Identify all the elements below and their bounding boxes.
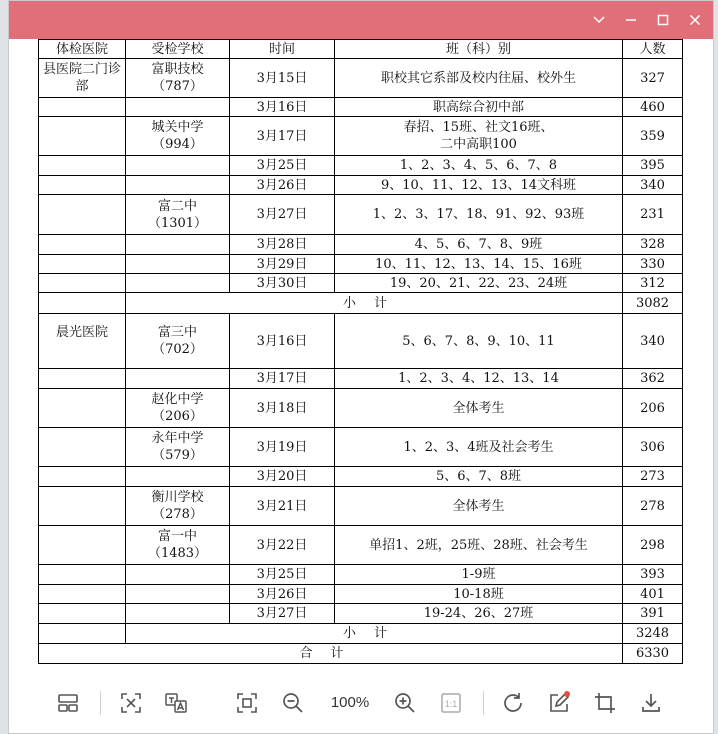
header-time: 时间: [230, 40, 335, 59]
hospital-cell: [39, 293, 126, 314]
hospital-name: 县医院二门诊部: [42, 62, 121, 94]
fit-width-button[interactable]: [115, 687, 147, 719]
school-cell: [126, 195, 230, 235]
image-viewer-window: [8, 0, 714, 734]
hospital-cell: [39, 117, 126, 156]
fit-width-icon: [119, 691, 143, 715]
subtotal-row: [39, 293, 683, 314]
school-cell: [126, 526, 230, 565]
zoom-in-button[interactable]: [389, 687, 421, 719]
hospital-cell: [39, 176, 126, 195]
table-row: [39, 428, 683, 467]
hospital-cell: [39, 195, 126, 235]
menu-dropdown-button[interactable]: [583, 1, 615, 39]
header-classes: 班（科）别: [335, 40, 623, 59]
count-cell: 312: [623, 274, 683, 293]
school-name: 富一中: [157, 529, 197, 544]
hospital-cell: [39, 565, 126, 585]
classes-cell: 1、2、3、4班及社会考生: [335, 428, 623, 467]
date-cell: 3月25日: [230, 565, 335, 585]
total-row: [39, 644, 683, 664]
crop-icon: [593, 691, 617, 715]
school-count: （787）: [152, 79, 203, 94]
close-icon: [689, 14, 701, 26]
school-cell: [126, 235, 230, 255]
background-window-edge-right: [714, 0, 718, 734]
actual-size-icon: [439, 691, 463, 715]
count-cell: 306: [623, 428, 683, 467]
date-cell: 3月25日: [230, 156, 335, 176]
notification-dot: [564, 691, 570, 697]
school-cell: [126, 604, 230, 624]
date-cell: 3月16日: [230, 98, 335, 117]
date-cell: 3月16日: [230, 314, 335, 369]
school-count: （278）: [152, 507, 203, 522]
classes-cell: 1、2、3、17、18、91、92、93班: [335, 195, 623, 235]
school-count: （1301）: [147, 215, 208, 231]
school-name: 衡川学校: [151, 490, 204, 505]
table-row: [39, 369, 683, 389]
count-cell: 460: [623, 98, 683, 117]
count-cell: 401: [623, 585, 683, 604]
hospital-cell: [39, 255, 126, 274]
count-cell: 231: [623, 195, 683, 235]
crop-button[interactable]: [589, 687, 621, 719]
school-count: （994）: [152, 137, 203, 152]
subtotal-row: [39, 624, 683, 644]
minimize-icon: [625, 14, 637, 26]
layout-icon: [56, 691, 80, 715]
date-cell: 3月30日: [230, 274, 335, 293]
classes-cell: 19、20、21、22、23、24班: [335, 274, 623, 293]
fullscreen-button[interactable]: [231, 687, 263, 719]
count-cell: 298: [623, 526, 683, 565]
classes-cell: 10、11、12、13、14、15、16班: [335, 255, 623, 274]
table-row: [39, 274, 683, 293]
hospital-cell: [39, 156, 126, 176]
count-cell: 330: [623, 255, 683, 274]
hospital-cell: [39, 467, 126, 487]
date-cell: 3月26日: [230, 585, 335, 604]
subtotal-value: 3248: [623, 624, 683, 644]
classes-line-2: 二中高职100: [440, 137, 517, 152]
toolbar-separator: [100, 691, 101, 715]
header-count: 人数: [623, 40, 683, 59]
school-cell: [126, 428, 230, 467]
exam-schedule-table: [38, 39, 683, 664]
document-image: [38, 39, 682, 671]
school-cell: [126, 389, 230, 428]
classes-cell: [335, 117, 623, 156]
table-row: [39, 176, 683, 195]
school-cell: [126, 314, 230, 369]
subtotal-label: 小计: [126, 624, 623, 644]
hospital-cell: [39, 235, 126, 255]
count-cell: 362: [623, 369, 683, 389]
count-cell: 328: [623, 235, 683, 255]
school-cell: [126, 59, 230, 98]
school-count: （702）: [152, 342, 203, 357]
table-row: [39, 389, 683, 428]
zoom-in-icon: [393, 691, 417, 715]
layout-button[interactable]: [52, 687, 84, 719]
count-cell: 395: [623, 156, 683, 176]
school-name: 城关中学: [151, 120, 204, 135]
classes-cell: 5、6、7、8、9、10、11: [335, 314, 623, 369]
table-row: [39, 255, 683, 274]
hospital-cell: [39, 585, 126, 604]
date-cell: 3月21日: [230, 487, 335, 526]
classes-cell: 1、2、3、4、12、13、14: [335, 369, 623, 389]
subtotal-value: 3082: [623, 293, 683, 314]
classes-cell: 19-24、26、27班: [335, 604, 623, 624]
header-hospital: 体检医院: [39, 40, 126, 59]
edit-icon: [547, 691, 571, 715]
hospital-cell: [39, 624, 126, 644]
school-name: 富职技校: [151, 62, 204, 77]
date-cell: 3月17日: [230, 369, 335, 389]
hospital-cell: [39, 389, 126, 428]
date-cell: 3月28日: [230, 235, 335, 255]
count-cell: 327: [623, 59, 683, 98]
hospital-cell: [39, 487, 126, 526]
count-cell: 393: [623, 565, 683, 585]
school-cell: [126, 585, 230, 604]
table-row: [39, 59, 683, 98]
edit-button[interactable]: [543, 687, 575, 719]
school-cell: [126, 255, 230, 274]
maximize-button[interactable]: [647, 1, 679, 39]
zoom-out-icon: [281, 691, 305, 715]
ocr-translate-button[interactable]: [160, 687, 192, 719]
school-cell: [126, 176, 230, 195]
school-cell: [126, 565, 230, 585]
school-name: 永年中学: [151, 431, 204, 446]
rotate-icon: [501, 691, 525, 715]
table-row: [39, 487, 683, 526]
hospital-cell: [39, 369, 126, 389]
date-cell: 3月27日: [230, 195, 335, 235]
table-row: [39, 604, 683, 624]
hospital-cell: [39, 274, 126, 293]
count-cell: 273: [623, 467, 683, 487]
classes-cell: 全体考生: [335, 487, 623, 526]
viewer-toolbar: [9, 677, 713, 729]
date-cell: 3月20日: [230, 467, 335, 487]
count-cell: 340: [623, 176, 683, 195]
table-row: [39, 585, 683, 604]
download-button[interactable]: [635, 687, 667, 719]
school-count: （206）: [152, 409, 203, 424]
table-row: [39, 156, 683, 176]
school-cell: [126, 369, 230, 389]
date-cell: 3月18日: [230, 389, 335, 428]
hospital-cell: [39, 98, 126, 117]
subtotal-label: 小计: [126, 293, 623, 314]
date-cell: 3月15日: [230, 59, 335, 98]
actual-size-label: 1:1: [444, 699, 458, 709]
count-cell: 340: [623, 314, 683, 369]
count-cell: 359: [623, 117, 683, 156]
title-bar[interactable]: [9, 1, 713, 39]
classes-cell: 10-18班: [335, 585, 623, 604]
maximize-icon: [657, 14, 669, 26]
hospital-cell: [39, 428, 126, 467]
count-cell: 206: [623, 389, 683, 428]
table-row: [39, 235, 683, 255]
hospital-cell: 晨光医院: [39, 314, 126, 369]
header-row: [39, 40, 683, 59]
background-window-edge: [0, 0, 8, 734]
date-cell: 3月19日: [230, 428, 335, 467]
table-row: [39, 195, 683, 235]
classes-cell: 全体考生: [335, 389, 623, 428]
school-name: 富三中: [157, 325, 197, 340]
classes-cell: 4、5、6、7、8、9班: [335, 235, 623, 255]
rotate-button[interactable]: [497, 687, 529, 719]
zoom-level[interactable]: 100%: [330, 694, 370, 711]
minimize-button[interactable]: [615, 1, 647, 39]
school-cell: [126, 98, 230, 117]
count-cell: 391: [623, 604, 683, 624]
school-cell: [126, 156, 230, 176]
table-row: [39, 526, 683, 565]
close-button[interactable]: [679, 1, 711, 39]
total-label: 合计: [39, 644, 623, 664]
date-cell: 3月29日: [230, 255, 335, 274]
classes-cell: 单招1、2班，25班、28班、社会考生: [335, 526, 623, 565]
count-cell: 278: [623, 487, 683, 526]
classes-cell: 1、2、3、4、5、6、7、8: [335, 156, 623, 176]
school-name: 富二中: [157, 198, 197, 214]
table-row: [39, 117, 683, 156]
hospital-cell: [39, 59, 126, 98]
school-count: （1483）: [147, 546, 208, 561]
date-cell: 3月22日: [230, 526, 335, 565]
header-school: 受检学校: [126, 40, 230, 59]
chevron-down-icon: [593, 16, 605, 24]
hospital-cell: [39, 604, 126, 624]
zoom-out-button[interactable]: [277, 687, 309, 719]
classes-cell: 5、6、7、8班: [335, 467, 623, 487]
classes-cell: 9、10、11、12、13、14文科班: [335, 176, 623, 195]
date-cell: 3月17日: [230, 117, 335, 156]
school-cell: [126, 467, 230, 487]
date-cell: 3月26日: [230, 176, 335, 195]
classes-cell: 职校其它系部及校内往届、校外生: [335, 59, 623, 98]
date-cell: 3月27日: [230, 604, 335, 624]
download-icon: [639, 691, 663, 715]
fullscreen-icon: [235, 691, 259, 715]
school-cell: [126, 117, 230, 156]
classes-line-1: 春招、15班、社文16班、: [403, 120, 554, 135]
table-row: [39, 467, 683, 487]
school-count: （579）: [152, 448, 203, 463]
school-cell: [126, 487, 230, 526]
table-row: [39, 314, 683, 369]
toolbar-separator: [483, 691, 484, 715]
school-cell: [126, 274, 230, 293]
ocr-translate-icon: [163, 691, 189, 715]
actual-size-button[interactable]: [435, 687, 467, 719]
table-row: [39, 565, 683, 585]
hospital-cell: [39, 526, 126, 565]
school-name: 赵化中学: [151, 392, 204, 407]
table-row: [39, 98, 683, 117]
classes-cell: 1-9班: [335, 565, 623, 585]
classes-cell: 职高综合初中部: [335, 98, 623, 117]
total-value: 6330: [623, 644, 683, 664]
